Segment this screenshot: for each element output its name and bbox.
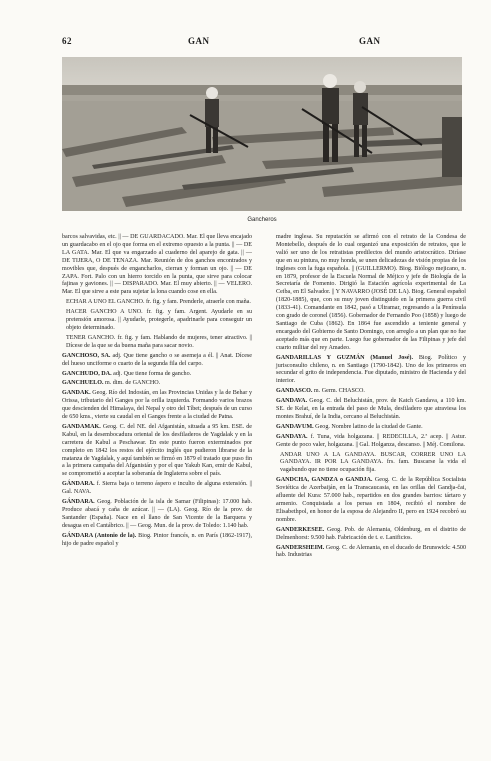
figure-caption: Gancheros [247,217,277,223]
entry-paragraph: GÁNDARA. Geog. Población de la isla de Samar (Filipinas): 17.000 hab. Produce abacá y caña de azúcar. || — (LA). Geog. Río de la prov. de Santander (España). Nace en el llano de San Vicente de la Barquera y desagua en el Cantábrico. || — Geog. Mun. de la prov. de Toledo: 1.140 hab. [62,499,252,529]
entry-paragraph: barcos salvavidas, etc. || — DE GUARDACADO. Mar. El que lleva encajado un guardacabo en el ojo que forma en el extremo opuesto a la punta. || — DE LA GATA. Mar. El que va engarzado al cuaderno del aparejo de gata. || — DE TIJERA, O DE TENAZA. Mar. Reunión de dos ganchos encontrados y movibles que, después de engancharlos, cierran y forman un ojo. || — DE ZAPA. Fort. Palo con un hierro torcido en la punta, que sirve para colocar fajinas y gaviones. || — DISPARADO. Mar. El muy abierto. || — VELERO. Mar. El que sirve a este para sujetar la lona cuando cose en ella. [62,234,252,296]
left-column [62,234,252,744]
entry-paragraph: GANCHOSO, SA. adj. Que tiene gancho o se asemeja a él. || Anat. Dícese del hueso unciforme o cuarto de la segunda fila del carpo. [62,352,252,367]
page-number: 62 [62,36,72,46]
entry-paragraph: GANDERKESEE. Geog. Pob. de Alemania, Oldenburg, en el distrito de Delmenhorst: 9.500 hab. Fabricación de t. e. Lanificios. [276,526,466,541]
entry-paragraph: ANDAR UNO A LA GANDAYA. BUSCAR, CORRER UNO LA GANDAYA. IR POR LA GANDAYA. frs. fam. Buscarse la vida el vagabundo que no tiene ocupación fija. [280,451,466,474]
entry-paragraph: GANDAYA. f. Tuna, vida holgazana. || REDECILLA, 2.ª acep. || Astur. Gente de poco valer, holgazana. || Gal. Holganza, descanso. || Méj. Comilona. [276,433,466,448]
gancheros-photo [62,57,462,211]
entry-paragraph: GANCHUDO, DA. adj. Que tiene forma de gancho. [62,370,192,377]
entry-paragraph: GÁNDARA. f. Sierra baja o terreno áspero e inculto de alguna extensión. || Gal. NAVA. [62,481,252,496]
photo-illustration [62,57,462,211]
entry-paragraph: madre inglesa. Su reputación se afirmó con el retrato de la Condesa de Montebello, después de lo cual organizó una exposición de retratos, que le valió ser uno de los retratistas predilectos del mundo aristocrático. Diríase que en su pintura, no muy honda, se unen delicadezas de visión propias de los ingleses con la fuga española. || (GUILLERMO). Biog. Biólogo mejicano, n. en 1879, profesor de la Escuela Normal de Méjico y jefe de Biología de la Secretaría de Fomento. Dirigió la Estación agrícola experimental de La Ceiba, en El Salvador. || Y NAVARRO (JOSÉ DE LA). Biog. General español (1820-1885), que, con su muy joven distinguido en la primera guerra civil (1833-41). Comandante en 1842, pasó a Ultramar, regresando a la Península con grado de coronel (1856). Gobernador de Fernando Poo (1858) y luego de Santiago de Cuba (1862). En 1864 fue ascendido a teniente general y encargado del Gobierno de Santo Domingo, con arreglo a un plan que no fue aceptado más que en parte. Luego fue gobernador de las Filipinas y jefe del cuarto militar del rey Amadeo. [276,234,466,351]
entry-paragraph: GANDCHA, GANDZA o GANDJA. Geog. C. de la República Socialista Soviética de Azerbaiján, en la Transcaucasia, en las orillas del Gandja-čai, afluente del Kura: 57.000 hab., repartidos en dos grandes barrios: tártaro y armenio. Conquistada a los persas en 1804, recibió el nombre de Elisabethpol, en honor de la esposa de Alejandro II, pero en 1924 recobró su nombre. [276,477,466,523]
entry-paragraph: GANCHUELO. m. dim. de GANCHO. [62,380,161,387]
entry-paragraph: GANDARILLAS Y GUZMÁN (Manuel José). Biog. Político y jurisconsulto chileno, n. en Santiago (1790-1842). Uno de los primeros en secundar el grito de independencia. Fue diputado, ministro de Hacienda y del interior. [276,354,467,385]
entry-paragraph: GANDAVA. Geog. C. del Beluchistán, prov. de Katch Gandava, a 110 km. SE. de Kelat, en la entrada del paso de Mula, desfiladero que atraviesa los montes Brahuí, de la India, cercano al Beluchistán. [276,398,466,420]
right-column [276,234,466,744]
entry-paragraph: ECHAR A UNO EL GANCHO. fr. fig. y fam. Prenderle, atraerle con maña. [66,299,251,306]
entry-paragraph: GANDAVUM. Geog. Nombre latino de la ciudad de Gante. [276,423,423,430]
guide-word-left: GAN [188,36,210,46]
entry-paragraph: GÁNDARA (Antonio de la). Biog. Pintor francés, n. en París (1862-1917), hijo de padre español y [62,532,252,547]
entry-paragraph: GANDERSHEIM. Geog. C. de Alemania, en el ducado de Brunswick: 4.500 hab. Industrias [276,544,466,559]
entry-paragraph: GANDASCO. m. Germ. CHASCO. [276,388,365,395]
guide-word-right: GAN [359,36,381,46]
entry-paragraph: HACER GANCHO A UNO. fr. fig. y fam. Argent. Ayudarle en su pretensión amorosa. || Ayudarle, protegerle, apadrinarle para conseguir un objeto determinado. [66,309,252,331]
entry-paragraph: TENER GANCHO. fr. fig. y fam. Hablando de mujeres, tener atractivo. || Dícese de la que se da buena maña para sacar novio. [66,334,252,349]
running-header [62,36,462,50]
entry-paragraph: GANDAK. Geog. Río del Indostán, en las Provincias Unidas y la de Behar y Orissa, tributario del Ganges por la orilla izquierda. Formando varios brazos que descienden del Himalaya, del Nepal y otro del Tíbet; después de un curso de 650 kms., vierte su caudal en el Ganges frente a la ciudad de Patna. [62,390,252,421]
entry-paragraph: GANDAMAK. Geog. C. del NE. del Afganistán, situada a 95 km. ESE. de Kabul, en la desembocadura oriental de los desfiladeros de Yagdalak y en la carretera de Kabul a Peschawar. En este punto fueron exterminados por completo en 1842 los restos del ejército inglés que pudieron librarse de la matanza de Yagdalak, y aquí también se firmó en 1879 el tratado que puso fin a la primera campaña del Afganistán y por el que Yakub Kan, emir de Kabul, se comprometió a aceptar la soberanía de Inglaterra sobre el país. [62,423,252,478]
